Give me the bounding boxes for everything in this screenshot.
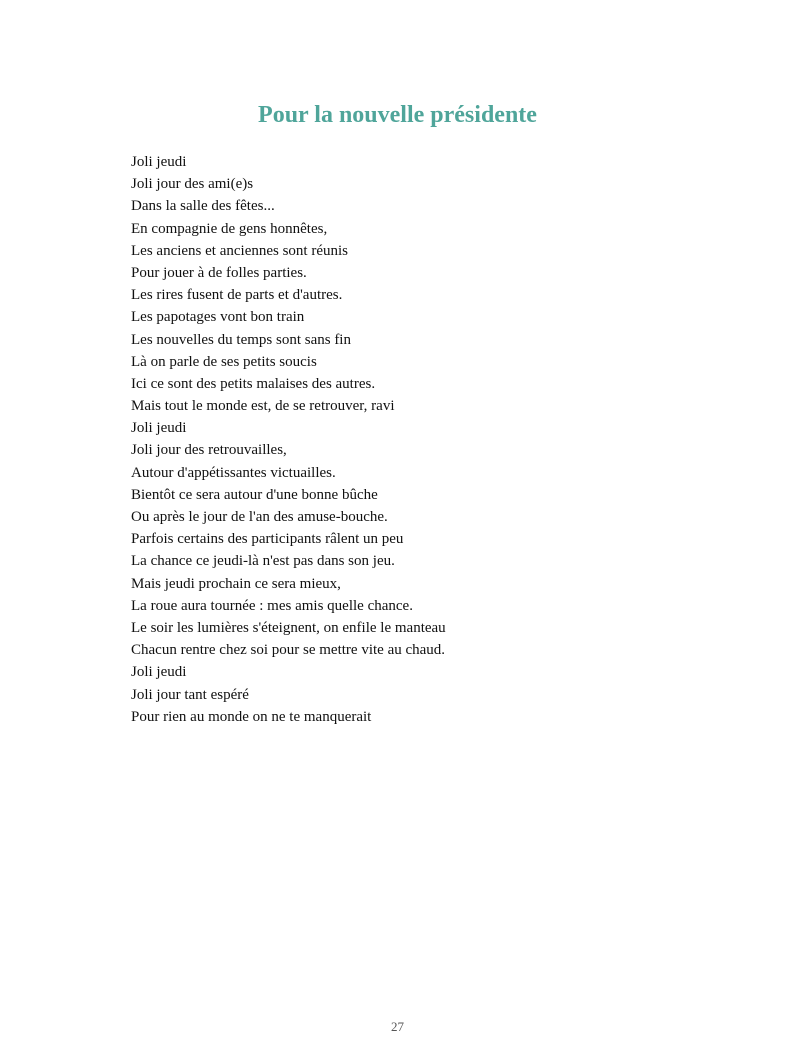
poem-line: Autour d'appétissantes victuailles.: [131, 464, 336, 481]
poem-line: Bientôt ce sera autour d'une bonne bûche: [131, 486, 378, 503]
poem-line: Les rires fusent de parts et d'autres.: [131, 287, 343, 304]
poem-line: Les nouvelles du temps sont sans fin: [131, 331, 351, 348]
poem-line: Dans la salle des fêtes...: [131, 198, 275, 215]
poem-line: Le soir les lumières s'éteignent, on enfile le manteau: [131, 619, 446, 636]
poem-line: Là on parle de ses petits soucis: [131, 353, 317, 370]
poem-line: Joli jour des retrouvailles,: [131, 442, 287, 459]
poem-line: Les papotages vont bon train: [131, 309, 305, 326]
poem-line: Mais tout le monde est, de se retrouver, ravi: [131, 398, 395, 415]
poem-line: Les anciens et anciennes sont réunis: [131, 242, 349, 259]
poem-line: Joli jour tant espéré: [131, 686, 249, 703]
poem-line: Parfois certains des participants râlent un peu: [131, 531, 404, 548]
poem-line: La chance ce jeudi-là n'est pas dans son jeu.: [131, 553, 395, 570]
poem-line: Joli jeudi: [131, 664, 187, 681]
poem-line: Ou après le jour de l'an des amuse-bouche.: [131, 509, 388, 525]
poem-line: Ici ce sont des petits malaises des autres.: [131, 375, 376, 392]
page-number: 27: [391, 1019, 404, 1034]
poem-line: Pour rien au monde on ne te manquerait: [131, 708, 372, 725]
poem-line: Joli jeudi: [131, 420, 187, 437]
poem-body: [131, 151, 691, 728]
poem-line: Chacun rentre chez soi pour se mettre vite au chaud.: [131, 642, 446, 659]
poem-line: Pour jouer à de folles parties.: [131, 264, 307, 281]
poem-line: Mais jeudi prochain ce sera mieux,: [131, 575, 341, 592]
poem-line: La roue aura tournée : mes amis quelle chance.: [131, 597, 413, 614]
poem-line: En compagnie de gens honnêtes,: [131, 220, 328, 237]
poem-line: Joli jour des ami(e)s: [131, 176, 254, 193]
poem-line: Joli jeudi: [131, 154, 187, 170]
page-title: Pour la nouvelle présidente: [258, 102, 537, 128]
